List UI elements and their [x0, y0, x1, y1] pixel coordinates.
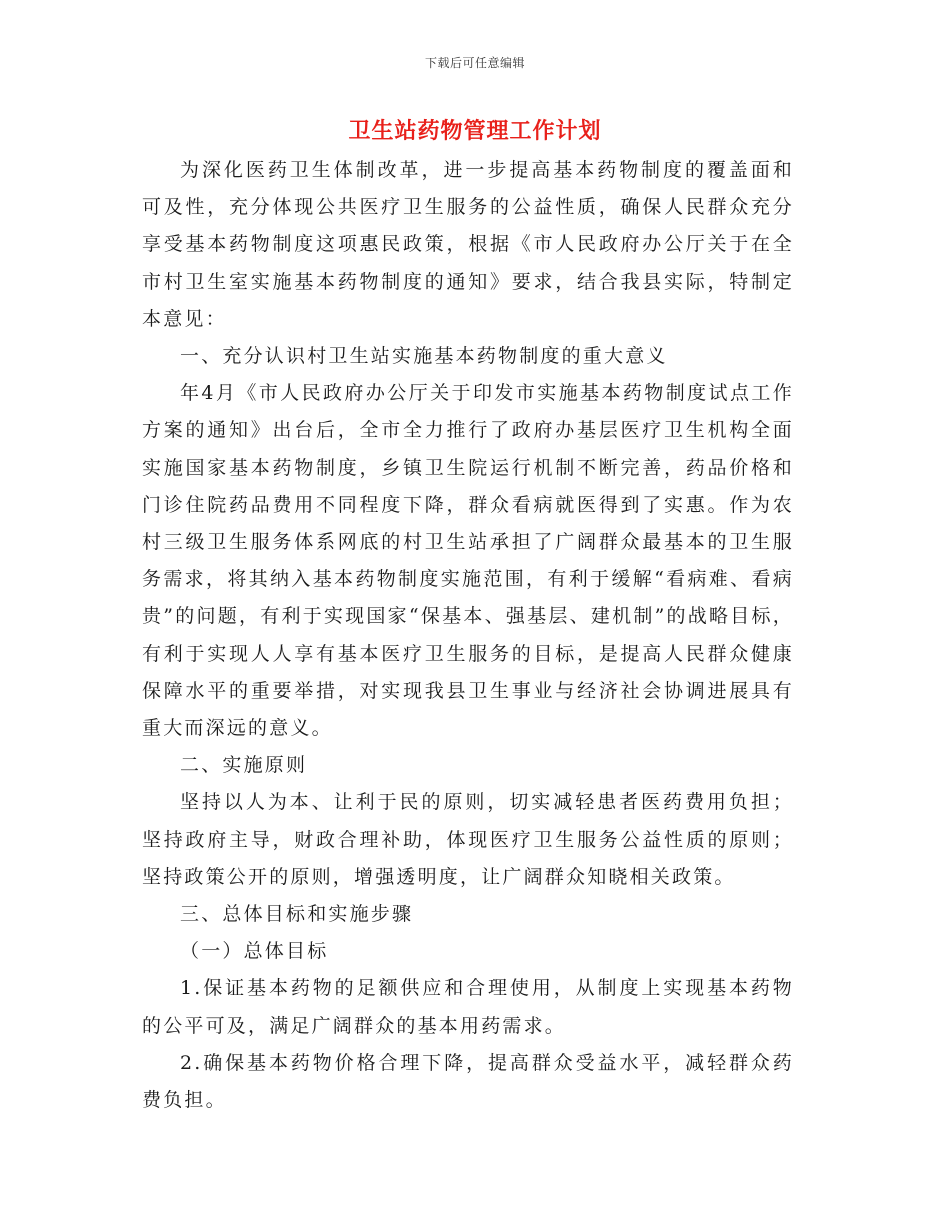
- document-body: [142, 152, 794, 1119]
- header-note: 下载后可任意编辑: [424, 56, 525, 70]
- section-heading-2: 二、实施原则: [180, 754, 308, 777]
- section-heading-1: 一、充分认识村卫生站实施基本药物制度的重大意义: [180, 345, 668, 368]
- intro-paragraph: 为深化医药卫生体制改革，进一步提高基本药物制度的覆盖面和可及性，充分体现公共医疗卫生服务的公益性质，确保人民群众充分享受基本药物制度这项惠民政策，根据《市人民政府办公厅关于在全市村卫生室实施基本药物制度的通知》要求，结合我县实际，特制定本意见：: [142, 159, 794, 330]
- goal-item-1: 1.保证基本药物的足额供应和合理使用，从制度上实现基本药物的公平可及，满足广阔群众的基本用药需求。: [142, 977, 794, 1037]
- section-1-paragraph: 年4月《市人民政府办公厅关于印发市实施基本药物制度试点工作方案的通知》出台后，全市全力推行了政府办基层医疗卫生机构全面实施国家基本药物制度，乡镇卫生院运行机制不断完善，药品价格和门诊住院药品费用不同程度下降，群众看病就医得到了实惠。作为农村三级卫生服务体系网底的村卫生站承担了广阔群众最基本的卫生服务需求，将其纳入基本药物制度实施范围，有利于缓解“看病难、看病贵”的问题，有利于实现国家“保基本、强基层、建机制”的战略目标，有利于实现人人享有基本医疗卫生服务的目标，是提高人民群众健康保障水平的重要举措，对实现我县卫生事业与经济社会协调进展具有重大而深远的意义。: [142, 382, 794, 740]
- goal-item-2: 2.确保基本药物价格合理下降，提高群众受益水平，减轻群众药费负担。: [142, 1051, 794, 1112]
- section-2-paragraph: 坚持以人为本、让利于民的原则，切实减轻患者医药费用负担；坚持政府主导，财政合理补助，体现医疗卫生服务公益性质的原则；坚持政策公开的原则，增强透明度，让广阔群众知晓相关政策。: [142, 791, 794, 888]
- section-heading-3: 三、总体目标和实施步骤: [180, 903, 414, 926]
- subsection-heading-1: （一）总体目标: [180, 940, 329, 963]
- document-title: 卫生站药物管理工作计划: [348, 118, 602, 144]
